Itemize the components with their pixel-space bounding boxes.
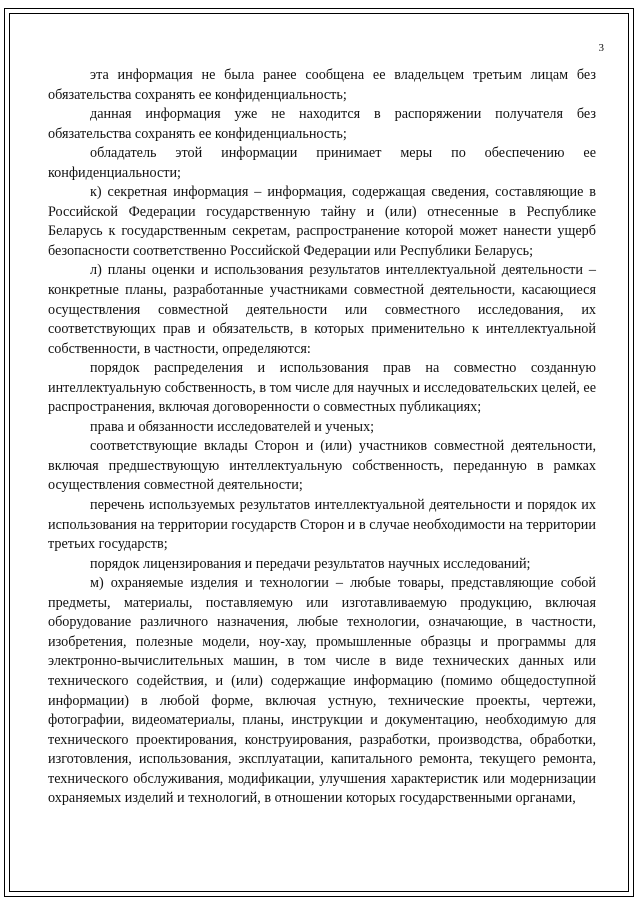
paragraph: обладатель этой информации принимает меры по обеспечению ее конфиденциальности;	[48, 145, 596, 181]
paragraph: перечень используемых результатов интеллектуальной деятельности и порядок их использования на территории государств Сторон и в случае необходимости на территории третьих государств;	[48, 497, 596, 553]
paragraph: м) охраняемые изделия и технологии – любые товары, представляющие собой предметы, материалы, поставляемую или изготавливаемую продукцию, включая оборудование различного назначения, любые технологии, означающие, в частности, изобретения, полезные модели, ноу-хау, промышленные образцы и программы для электронно-вычислительных машин, в том числе в виде технических данных или технического содействия, и (или) содержащие информацию (помимо общедоступной информации) в любой форме, включая устную, технические проекты, чертежи, фотографии, видеоматериалы, планы, инструкции и документацию, необходимую для технического проектирования, конструирования, разработки, производства, обработки, изготовления, использования, эксплуатации, капитального ремонта, текущего ремонта, технического обслуживания, модификации, улучшения характеристик или модернизации охраняемых изделий и технологий, в отношении которых государственными органами,	[48, 575, 596, 807]
paragraph: соответствующие вклады Сторон и (или) участников совместной деятельности, включая предшествующую интеллектуальную собственность, переданную в рамках осуществления совместной деятельности;	[48, 438, 596, 494]
paragraph: л) планы оценки и использования результатов интеллектуальной деятельности – конкретные планы, разработанные участниками совместной деятельности, касающиеся осуществления совместной деятельности или совместного исследования, их соответствующих прав и обязательств, в которых применительно к интеллектуальной собственности, в частности, определяются:	[48, 262, 596, 357]
paragraph: порядок лицензирования и передачи результатов научных исследований;	[90, 555, 531, 572]
paragraph: права и обязанности исследователей и ученых;	[90, 418, 375, 435]
paragraph: эта информация не была ранее сообщена ее владельцем третьим лицам без обязательства сохранять ее конфиденциальность;	[48, 67, 596, 103]
page-number: 3	[598, 42, 604, 54]
paragraph: порядок распределения и использования прав на совместно созданную интеллектуальную собственность, в том числе для научных и исследовательских целей, ее распространения, включая договоренности о совместных публикациях;	[48, 360, 596, 416]
document-body	[48, 66, 596, 809]
paragraph: к) секретная информация – информация, содержащая сведения, составляющие в Российской Федерации государственную тайну и (или) отнесенные в Республике Беларусь к государственным секретам, распространение которой может нанести ущерб безопасности соответственно Российской Федерации или Республики Беларусь;	[48, 184, 596, 259]
paragraph: данная информация уже не находится в распоряжении получателя без обязательства сохранять ее конфиденциальность;	[48, 106, 596, 142]
